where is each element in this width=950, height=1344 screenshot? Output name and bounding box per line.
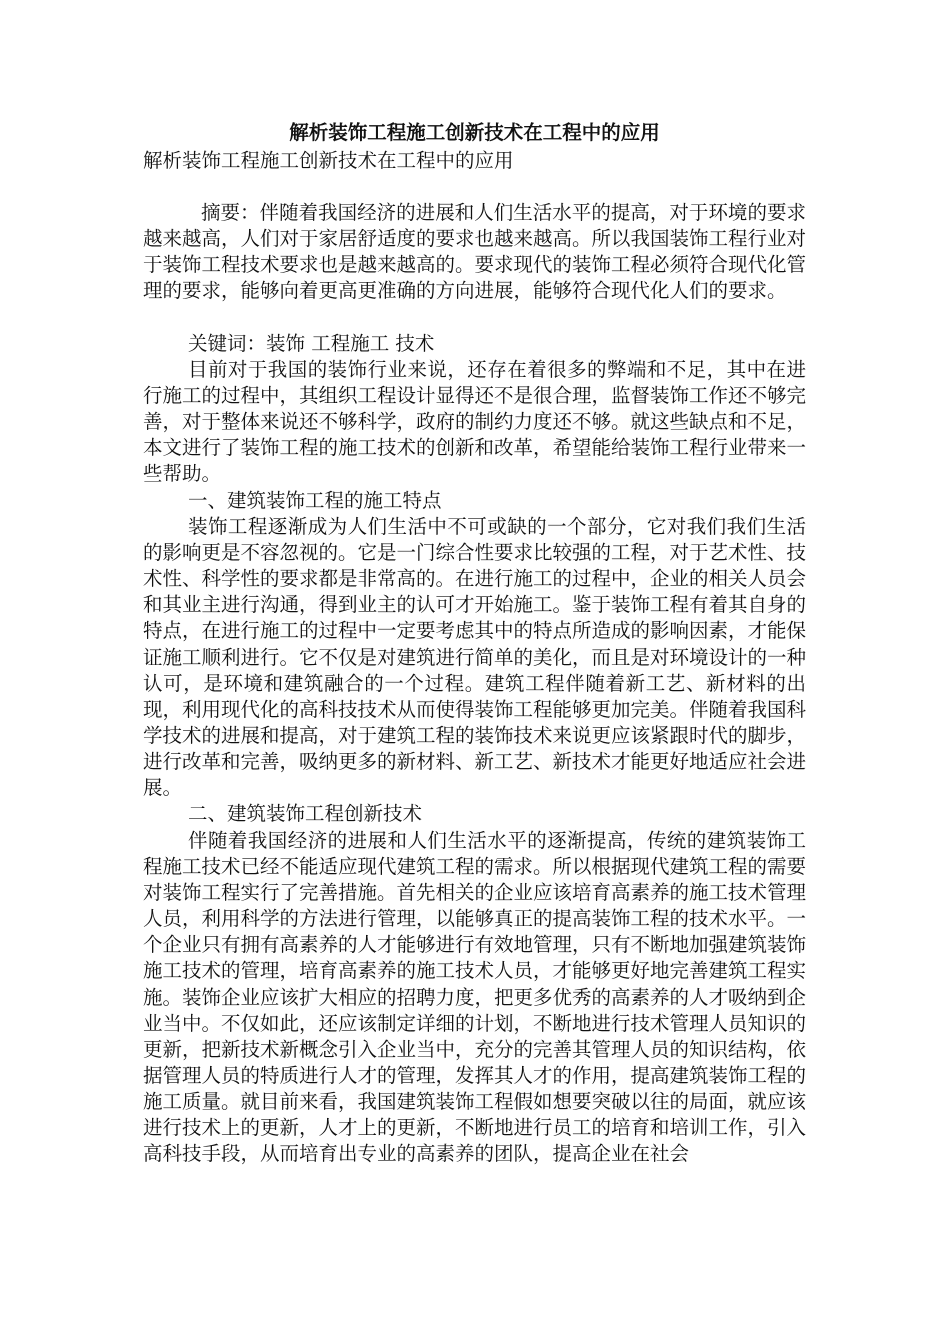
document-subtitle: 解析装饰工程施工创新技术在工程中的应用 [143,149,514,172]
intro-paragraph: 目前对于我国的装饰行业来说，还存在着很多的弊端和不足，其中在进行施工的过程中，其组织工程设计显得还不是很合理，监督装饰工作还不够完善，对于整体来说还不够科学，政府的制约力度还不够。就这些缺点和不足，本文进行了装饰工程的施工技术的创新和改革，希望能给装饰工程行业带来一些帮助。 [143,357,807,486]
section-2-paragraph: 伴随着我国经济的进展和人们生活水平的逐渐提高，传统的建筑装饰工程施工技术已经不能适应现代建筑工程的需求。所以根据现代建筑工程的需要对装饰工程实行了完善措施。首先相关的企业应该培育高素养的施工技术管理人员，利用科学的方法进行管理，以能够真正的提高装饰工程的技术水平。一个企业只有拥有高素养的人才能够进行有效地管理，只有不断地加强建筑装饰施工技术的管理，培育高素养的施工技术人员，才能够更好地完善建筑工程实施。装饰企业应该扩大相应的招聘力度，把更多优秀的高素养的人才吸纳到企业当中。不仅如此，还应该制定详细的计划，不断地进行技术管理人员知识的更新，把新技术新概念引入企业当中，充分的完善其管理人员的知识结构，依据管理人员的特质进行人才的管理，发挥其人才的作用，提高建筑装饰工程的施工质量。就目前来看，我国建筑装饰工程假如想要突破以往的局面，就应该进行技术上的更新，人才上的更新，不断地进行员工的培育和培训工作，引入高科技手段，从而培育出专业的高素养的团队，提高企业在社会 [143,828,807,1166]
section-2-heading: 二、建筑装饰工程创新技术 [188,802,423,826]
keywords-line: 关键词：装饰 工程施工 技术 [188,331,435,355]
section-1-paragraph: 装饰工程逐渐成为人们生活中不可或缺的一个部分，它对我们我们生活的影响更是不容忽视的。它是一门综合性要求比较强的工程，对于艺术性、技术性、科学性的要求都是非常高的。在进行施工的过程中，企业的相关人员会和其业主进行沟通，得到业主的认可才开始施工。鉴于装饰工程有着其自身的特点，在进行施工的过程中一定要考虑其中的特点所造成的影响因素，才能保证施工顺利进行。它不仅是对建筑进行简单的美化，而且是对环境设计的一种认可，是环境和建筑融合的一个过程。建筑工程伴随着新工艺、新材料的出现，利用现代化的高科技技术从而使得装饰工程能够更加完美。伴随着我国科学技术的进展和提高，对于建筑工程的装饰技术来说更应该紧跟时代的脚步，进行改革和完善，吸纳更多的新材料、新工艺、新技术才能更好地适应社会进展。 [143,514,807,800]
abstract-paragraph: 摘要：伴随着我国经济的进展和人们生活水平的提高，对于环境的要求越来越高，人们对于家居舒适度的要求也越来越高。所以我国装饰工程行业对于装饰工程技术要求也是越来越高的。要求现代的装饰工程必须符合现代化管理的要求，能够向着更高更准确的方向进展，能够符合现代化人们的要求。 [143,201,807,303]
document-title: 解析装饰工程施工创新技术在工程中的应用 [289,121,660,144]
section-1-heading: 一、建筑装饰工程的施工特点 [188,488,442,512]
document-page [143,118,806,1168]
